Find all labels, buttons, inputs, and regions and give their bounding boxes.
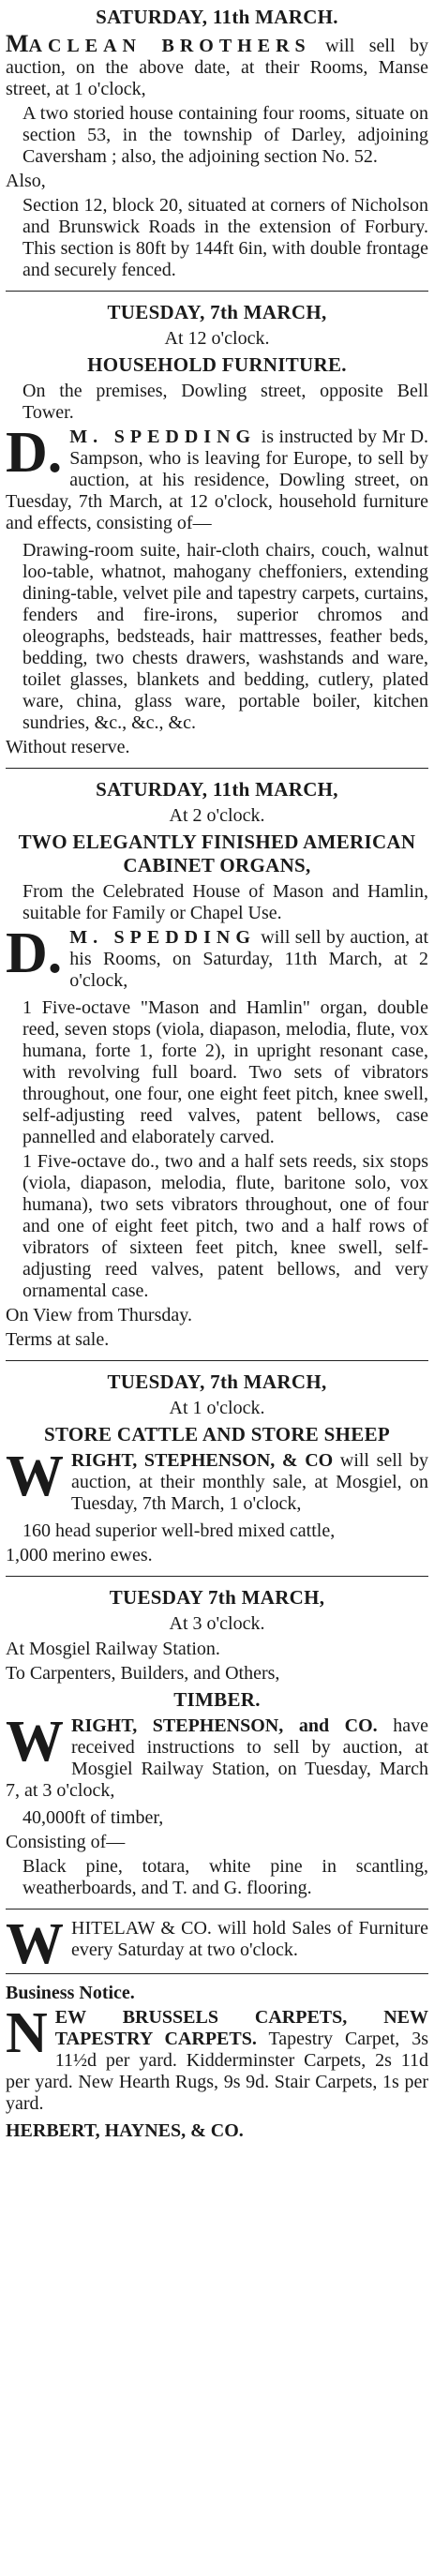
ad-items: Black pine, totara, white pine in scantling, weatherboards, and T. and G. flooring. xyxy=(22,1856,428,1898)
ad-firm-name: ACLEAN BROTHERS xyxy=(28,36,311,56)
ad-reserve: Without reserve. xyxy=(6,737,130,757)
ad-audience: To Carpenters, Builders, and Others, xyxy=(6,1663,280,1684)
ad-body-text: HITELAW & CO. will hold Sales of Furniture every Saturday at two o'clock. xyxy=(71,1918,428,1960)
ad-firm-name: RIGHT, STEPHENSON, and CO. xyxy=(71,1715,378,1736)
ad-dropcap: N xyxy=(6,2001,48,2065)
notice-whitelaw xyxy=(6,1912,428,1976)
ad-consisting: Consisting of— xyxy=(6,1832,126,1852)
ad-dropcap: W xyxy=(6,1445,64,1508)
column-rule xyxy=(6,1909,428,1910)
auction-ad-cattle xyxy=(6,1365,428,1573)
ad-lot: 1,000 merino ewes. xyxy=(6,1545,153,1565)
ad-body-text: have received instructions to sell by auction, at Mosgiel Railway Station, on Tuesday, March 7, at 3 o'clock, xyxy=(6,1715,428,1801)
ad-date: TUESDAY, 7th MARCH, xyxy=(107,301,327,323)
ad-time: At 3 o'clock. xyxy=(169,1613,265,1634)
ad-body xyxy=(6,921,428,992)
auction-ad-timber xyxy=(6,1580,428,1906)
ad-intro-text: will sell by auction, on the above date, at their Rooms, Manse street, at 1 o'clock, xyxy=(6,36,429,99)
ad-date: TUESDAY, 7th MARCH, xyxy=(107,1370,327,1393)
ad-body xyxy=(6,1912,428,1976)
ad-dropcap: D. xyxy=(6,421,63,485)
ad-firm-name: HERBERT, HAYNES, & CO. xyxy=(6,2120,244,2141)
ad-time: At 1 o'clock. xyxy=(169,1398,265,1418)
ad-lot: A two storied house containing four rooms, situate on section 53, in the township of Darley, adjoining Caversham ; also, the adjoining section No. 52. xyxy=(22,103,428,167)
ad-auctioneer-name: M. SPEDDING xyxy=(69,927,256,948)
ad-intro xyxy=(6,30,429,100)
column-rule xyxy=(6,1576,428,1577)
ad-dropcap: D. xyxy=(6,921,63,985)
ad-view: On View from Thursday. xyxy=(6,1305,192,1325)
ad-body xyxy=(6,2001,429,2115)
ad-body xyxy=(6,1445,429,1515)
ad-title: EW BRUSSELS CARPETS, NEW TAPESTRY CARPETS. xyxy=(54,2007,428,2049)
ad-terms: Terms at sale. xyxy=(6,1329,110,1350)
auction-ad-furniture xyxy=(6,295,428,765)
column-rule xyxy=(6,1360,428,1361)
ad-items: Drawing-room suite, hair-cloth chairs, couch, walnut loo-table, whatnot, mahogany cheffoniers, extending dining-table, velvet pile and tapestry carpets, curtains, fenders and fire-irons, superior chromos and oleographs, bedsteads, hair mattresses, feather beds, bedding, two chests drawers, washstands and ware, toilet glasses, blankets and bedding, cutlery, plated ware, china, glass ware, portable boiler, kitchen sundries, &c., &c., &c. xyxy=(22,540,428,733)
ad-time: At 2 o'clock. xyxy=(169,805,265,826)
ad-body-text: Tapestry Carpet, 3s 11½d per yard. Kidderminster Carpets, 2s 11d per yard. New Hearth Rugs, 9s 9d. Stair Carpets, 1s per yard. xyxy=(6,2029,429,2114)
ad-body xyxy=(6,421,429,534)
ad-title: TIMBER. xyxy=(173,1688,261,1711)
auction-ad-organs xyxy=(6,772,428,1357)
ad-firm-name: RIGHT, STEPHENSON, & CO xyxy=(71,1450,334,1471)
ad-auctioneer-name: M. SPEDDING xyxy=(69,427,257,447)
ad-dropcap: W xyxy=(6,1710,64,1774)
ad-dropcap: W xyxy=(6,1912,64,1976)
ad-date: SATURDAY, 11th MARCH. xyxy=(96,6,338,28)
ad-date: TUESDAY 7th MARCH, xyxy=(109,1586,325,1609)
ad-heading: Business Notice. xyxy=(6,1983,135,2003)
ad-lot: 160 head superior well-bred mixed cattle, xyxy=(22,1520,336,1541)
ad-lot: 1 Five-octave "Mason and Hamlin" organ, double reed, seven stops (viola, diapason, melodia, flute, vox humana, forte 1, forte 2), in upright resonant case, with revolving full board. Two sets of vibrators throughout, one four, one eight feet pitch, knee swell, self-adjusting reed valves, patent bellows, case pannelled and elaborately carved. xyxy=(22,997,428,1147)
column-rule xyxy=(6,1973,428,1974)
ad-date: SATURDAY, 11th MARCH, xyxy=(96,778,338,801)
ad-location: On the premises, Dowling street, opposite Bell Tower. xyxy=(22,381,428,423)
ad-source: From the Celebrated House of Mason and Hamlin, suitable for Family or Chapel Use. xyxy=(22,881,428,923)
ad-location: At Mosgiel Railway Station. xyxy=(6,1639,220,1659)
ad-lot: 1 Five-octave do., two and a half sets reeds, six stops (viola, diapason, melodia, flute, baritone solo, vox humana), two sets vibrators throughout, one of four and one of eight feet pitch, two and a half rows of vibrators of sixteen feet pitch, knee swell, self-adjusting reed valves, patent bellows, and very ornamental case. xyxy=(22,1151,428,1301)
auction-ad-maclean xyxy=(6,0,428,288)
ad-body-text: will sell by auction, at his Rooms, on Saturday, 11th March, at 2 o'clock, xyxy=(69,927,428,991)
ad-time: At 12 o'clock. xyxy=(164,328,270,349)
ad-title: TWO ELEGANTLY FINISHED AMERICAN CABINET ORGANS, xyxy=(18,831,416,876)
ad-lot: Section 12, block 20, situated at corners of Nicholson and Brunswick Roads in the extension of Forbury. This section is 80ft by 144ft 6in, with double frontage and securely fenced. xyxy=(22,195,428,280)
business-notice-carpets xyxy=(6,1978,428,2149)
column-rule xyxy=(6,291,428,292)
ad-also: Also, xyxy=(6,171,46,191)
ad-body xyxy=(6,1710,428,1802)
ad-quantity: 40,000ft of timber, xyxy=(22,1807,164,1828)
ad-firm-initial: M xyxy=(6,30,29,57)
column-rule xyxy=(6,768,428,769)
ad-title: STORE CATTLE AND STORE SHEEP xyxy=(43,1423,391,1445)
ad-body-text: is instructed by Mr D. Sampson, who is leaving for Europe, to sell by auction, at his residence, Dowling street, on Tuesday, 7th March, at 12 o'clock, household furniture and effects, consisting of— xyxy=(6,427,429,533)
ad-title: HOUSEHOLD FURNITURE. xyxy=(87,353,347,376)
ad-body-text: will sell by auction, at their monthly sale, at Mosgiel, on Tuesday, 7th March, 1 o'clock, xyxy=(71,1450,429,1514)
